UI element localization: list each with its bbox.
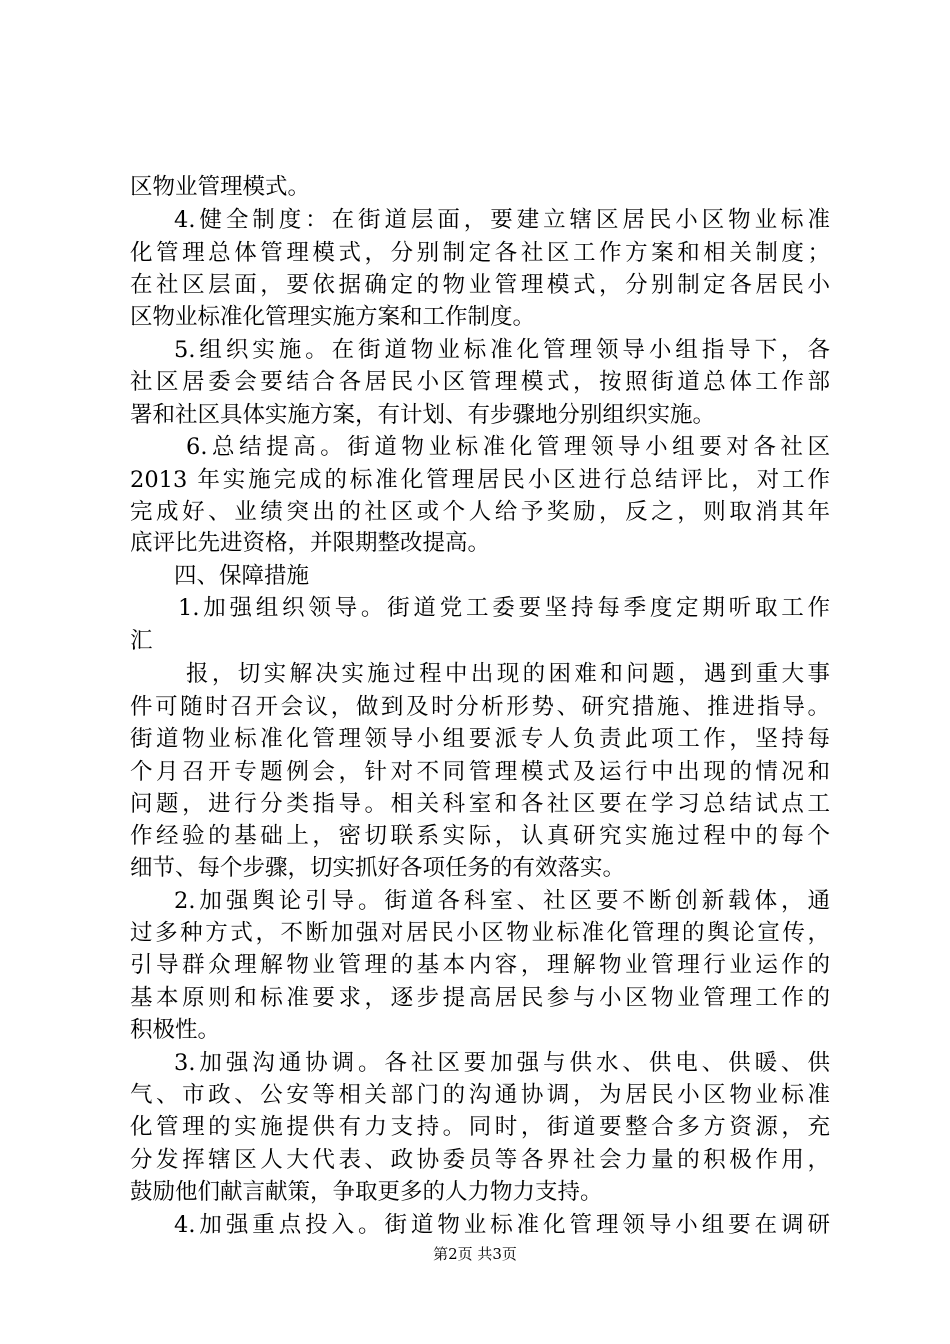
text-line: 件可随时召开会议，做到及时分析形势、研究措施、推进指导。 — [130, 694, 830, 720]
text-line: 完成好、业绩突出的社区或个人给予奖励，反之，则取消其年 — [130, 499, 830, 525]
text-line: 街道物业标准化管理领导小组要派专人负责此项工作，坚持每 — [130, 726, 830, 752]
text-line: 4.健全制度：在街道层面，要建立辖区居民小区物业标准 — [174, 207, 830, 233]
text-line: 个月召开专题例会，针对不同管理模式及运行中出现的情况和 — [130, 759, 830, 785]
text-line: 区物业管理模式。 — [130, 174, 311, 200]
text-line: 1.加强组织领导。街道党工委要坚持每季度定期听取工作 — [178, 595, 830, 621]
text-line: 细节、每个步骤，切实抓好各项任务的有效落实。 — [130, 855, 626, 881]
text-line: 6.总结提高。街道物业标准化管理领导小组要对各社区 — [186, 434, 830, 460]
text-line: 署和社区具体实施方案，有计划、有步骤地分别组织实施。 — [130, 402, 716, 428]
text-line: 4.加强重点投入。街道物业标准化管理领导小组要在调研 — [174, 1212, 830, 1238]
text-line: 鼓励他们献言献策，争取更多的人力物力支持。 — [130, 1179, 603, 1205]
text-line: 积极性。 — [130, 1017, 221, 1043]
text-line: 报，切实解决实施过程中出现的困难和问题，遇到重大事 — [186, 661, 830, 687]
text-line: 3.加强沟通协调。各社区要加强与供水、供电、供暖、供 — [174, 1050, 830, 1076]
text-line: 底评比先进资格，并限期整改提高。 — [130, 530, 491, 556]
section-heading: 四、保障措施 — [174, 563, 310, 589]
text-line: 5.组织实施。在街道物业标准化管理领导小组指导下，各 — [174, 337, 830, 363]
text-line: 区物业标准化管理实施方案和工作制度。 — [130, 304, 536, 330]
text-line: 作经验的基础上，密切联系实际，认真研究实施过程中的每个 — [130, 823, 830, 849]
text-line: 汇 — [130, 628, 153, 654]
text-line: 引导群众理解物业管理的基本内容，理解物业管理行业运作的 — [130, 952, 830, 978]
text-line: 2013 年实施完成的标准化管理居民小区进行总结评比，对工作 — [130, 467, 830, 493]
text-line: 在社区层面，要依据确定的物业管理模式，分别制定各居民小 — [130, 272, 830, 298]
text-line: 基本原则和标准要求，逐步提高居民参与小区物业管理工作的 — [130, 985, 830, 1011]
text-line: 化管理总体管理模式，分别制定各社区工作方案和相关制度； — [130, 240, 830, 266]
text-line: 气、市政、公安等相关部门的沟通协调，为居民小区物业标准 — [130, 1082, 830, 1108]
text-line: 问题，进行分类指导。相关科室和各社区要在学习总结试点工 — [130, 791, 830, 817]
text-line: 社区居委会要结合各居民小区管理模式，按照街道总体工作部 — [130, 369, 830, 395]
text-line: 过多种方式，不断加强对居民小区物业标准化管理的舆论宣传， — [130, 920, 830, 946]
text-line: 2.加强舆论引导。街道各科室、社区要不断创新载体，通 — [174, 888, 830, 914]
page-footer: 第2页 共3页 — [433, 1245, 517, 1263]
text-line: 分发挥辖区人大代表、政协委员等各界社会力量的积极作用， — [130, 1147, 830, 1173]
text-line: 化管理的实施提供有力支持。同时，街道要整合多方资源，充 — [130, 1114, 830, 1140]
